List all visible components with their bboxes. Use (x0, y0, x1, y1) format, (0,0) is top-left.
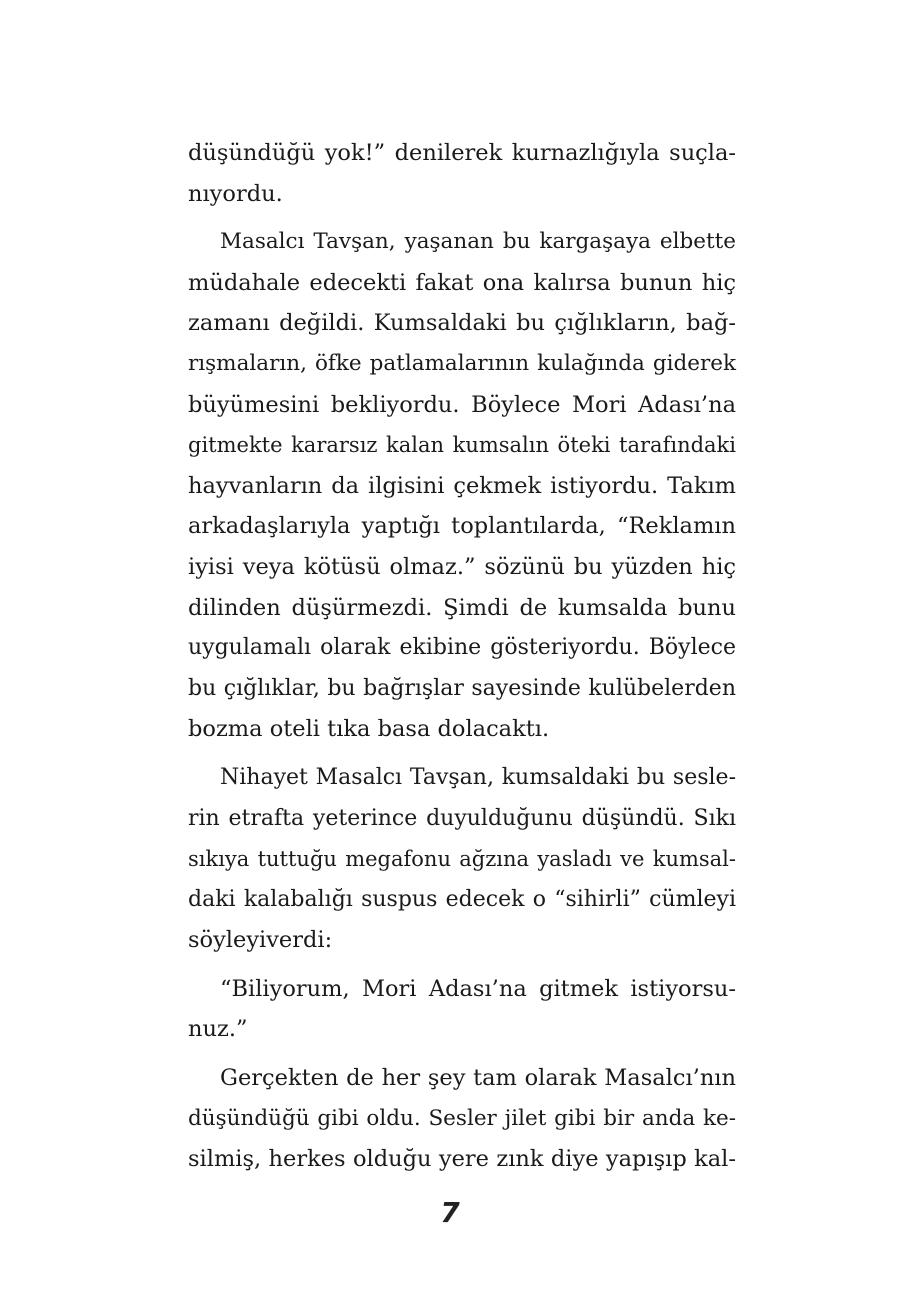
text-line: gitmekte kararsız kalan kumsalın öteki tarafındaki (188, 433, 736, 458)
page-body (188, 133, 736, 1180)
paragraph-gap (188, 214, 736, 222)
text-line: arkadaşlarıyla yaptığı toplantılarda, “Reklamın (188, 513, 736, 540)
text-line: büyümesini bekliyordu. Böylece Mori Adası’na (188, 391, 736, 418)
paragraph-3 (188, 758, 736, 961)
text-line: rışmaların, öfke patlamalarının kulağında giderek (188, 350, 736, 376)
text-line: “Biliyorum, Mori Adası’na gitmek istiyorsu- (220, 975, 736, 1002)
paragraph-gap (188, 750, 736, 758)
text-line: iyisi veya kötüsü olmaz.” sözünü bu yüzden hiç (188, 553, 736, 580)
text-line: uygulamalı olarak ekibine gösteriyordu. Böylece (188, 635, 736, 661)
text-line: düşündüğü yok!” denilerek kurnazlığıyla suçla- (188, 140, 736, 166)
text-line: hayvanların da ilgisini çekmek istiyordu. Takım (188, 472, 736, 499)
text-line: söyleyiverdi: (188, 927, 333, 954)
text-line: bozma oteli tıka basa dolacaktı. (188, 716, 550, 743)
text-line: düşündüğü gibi oldu. Sesler jilet gibi bir anda ke- (188, 1105, 736, 1131)
paragraph-1 (188, 133, 736, 214)
text-line: nıyordu. (188, 180, 283, 207)
text-line: Masalcı Tavşan, yaşanan bu kargaşaya elbette (220, 229, 736, 255)
paragraph-5 (188, 1058, 736, 1180)
text-line: dilinden düşürmezdi. Şimdi de kumsalda bunu (188, 594, 736, 621)
text-line: nuz.” (188, 1016, 248, 1043)
text-line: Gerçekten de her şey tam olarak Masalcı’nın (220, 1065, 736, 1092)
text-line: sıkıya tuttuğu megafonu ağzına yasladı ve kumsal- (188, 847, 736, 872)
text-line: silmiş, herkes olduğu yere zınk diye yapışıp kal- (188, 1146, 736, 1173)
paragraph-gap (188, 1050, 736, 1058)
text-line: müdahale edecekti fakat ona kalırsa bunun hiç (188, 269, 736, 296)
text-line: Nihayet Masalcı Tavşan, kumsaldaki bu sesle- (220, 764, 736, 790)
page-number: 7 (440, 1196, 460, 1229)
paragraph-2 (188, 222, 736, 750)
text-line: zamanı değildi. Kumsaldaki bu çığlıkların, bağ- (188, 310, 736, 337)
paragraph-gap (188, 961, 736, 969)
text-line: bu çığlıklar, bu bağrışlar sayesinde kulübelerden (188, 675, 736, 701)
text-line: daki kalabalığı suspus edecek o “sihirli” cümleyi (188, 886, 736, 912)
text-line: rin etrafta yeterince duyulduğunu düşündü. Sıkı (188, 805, 736, 831)
paragraph-4 (188, 969, 736, 1050)
